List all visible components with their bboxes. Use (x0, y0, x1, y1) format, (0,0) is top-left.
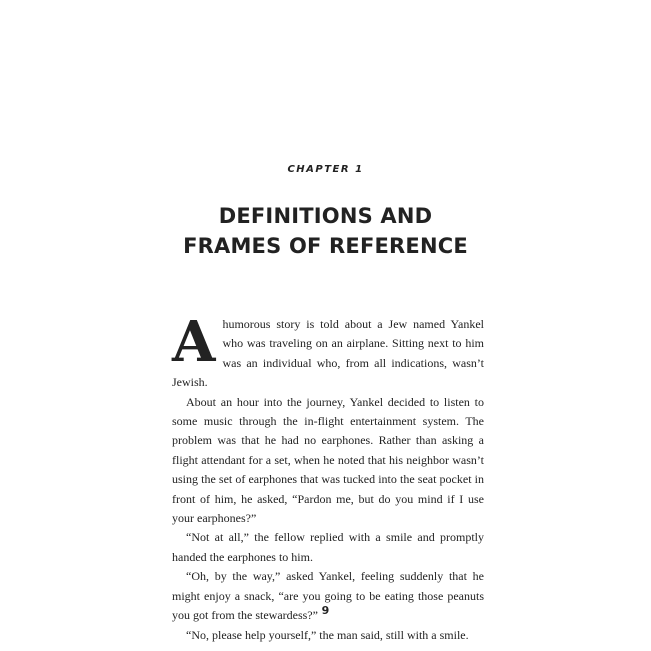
chapter-title (0, 201, 651, 261)
body-text (172, 309, 484, 645)
paragraph-5: “No, please help yourself,” the man said, still with a smile. (186, 627, 469, 642)
paragraph-2: About an hour into the journey, Yankel decided to listen to some music through the in-flight entertainment system. The problem was that he had no earphones. Rather than asking a flight attendant for a set, when he noted that his neighbor wasn’t using the set of earphones that was tucked into the seat pocket in front of him, he asked, “Pardon me, but do you mind if I use your earphones?” (172, 394, 484, 526)
chapter-title-line-2: FRAMES OF REFERENCE (183, 234, 468, 258)
paragraph-1 (172, 309, 484, 393)
paragraph-4: “Oh, by the way,” asked Yankel, feeling suddenly that he might enjoy a snack, “are you going to be eating those peanuts you got from the stewardess?” (172, 569, 484, 623)
chapter-label: CHAPTER 1 (287, 164, 364, 175)
page-number: 9 (321, 604, 330, 617)
paragraph-3: “Not at all,” the fellow replied with a smile and promptly handed the earphones to him. (172, 530, 484, 564)
chapter-title-line-1: DEFINITIONS AND (218, 204, 433, 228)
paragraph-1-text: humorous story is told about a Jew named Yankel who was traveling on an airplane. Sitting next to him was an individual who, from all indications, wasn’t Jewish. (172, 317, 484, 390)
drop-cap: A (172, 309, 216, 375)
